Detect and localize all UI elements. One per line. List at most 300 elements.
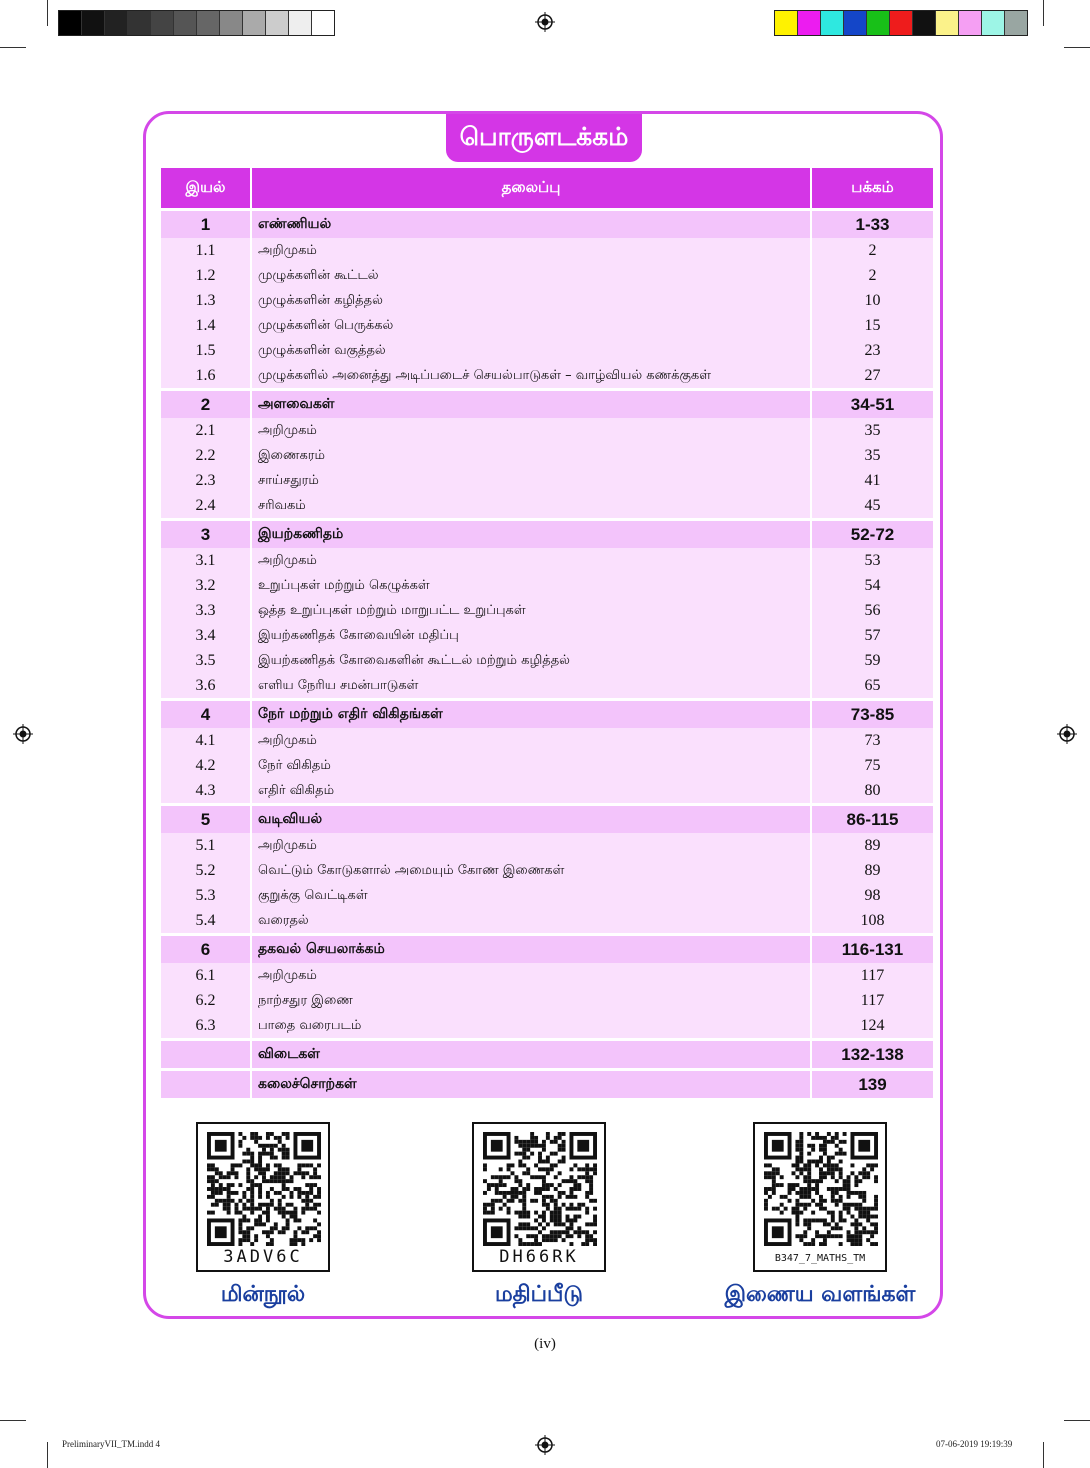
- qr-module: [522, 1144, 526, 1148]
- qr-module: [522, 1163, 526, 1167]
- qr-module: [815, 1183, 819, 1187]
- qr-module: [487, 1203, 491, 1207]
- qr-module: [270, 1132, 274, 1136]
- qr-module: [573, 1183, 577, 1187]
- qr-module: [803, 1203, 807, 1207]
- qr-module: [301, 1238, 305, 1242]
- qr-module: [780, 1211, 784, 1215]
- qr-module: [293, 1187, 297, 1191]
- appendix-row[interactable]: [161, 1040, 933, 1070]
- qr-module: [258, 1156, 262, 1160]
- section-row[interactable]: [161, 1013, 933, 1040]
- qr-module: [530, 1140, 534, 1144]
- qr-module: [293, 1207, 297, 1211]
- qr-module: [585, 1191, 589, 1195]
- section-row[interactable]: [161, 753, 933, 778]
- section-row[interactable]: [161, 833, 933, 858]
- qr-module: [266, 1234, 270, 1238]
- qr-module: [799, 1211, 803, 1215]
- section-row[interactable]: [161, 548, 933, 573]
- qr-module: [538, 1215, 542, 1219]
- qr-module: [215, 1140, 227, 1152]
- chapter-number: 5: [161, 805, 251, 834]
- qr-module: [768, 1171, 772, 1175]
- qr-module: [858, 1238, 862, 1242]
- section-row[interactable]: [161, 363, 933, 390]
- qr-module: [839, 1152, 843, 1156]
- qr-module: [511, 1171, 515, 1175]
- qr-module: [827, 1167, 831, 1171]
- qr-module: [874, 1242, 878, 1246]
- qr-module: [874, 1199, 878, 1203]
- qr-module: [282, 1230, 286, 1234]
- qr-module: [585, 1167, 589, 1171]
- qr-module: [819, 1203, 823, 1207]
- qr-module: [811, 1136, 815, 1140]
- section-title: சாய்சதுரம்: [251, 468, 811, 493]
- qr-module: [293, 1230, 297, 1234]
- qr-module: [483, 1167, 487, 1171]
- qr-module: [317, 1238, 321, 1242]
- section-row[interactable]: [161, 598, 933, 623]
- qr-module: [282, 1179, 286, 1183]
- qr-module: [254, 1136, 258, 1140]
- qr-module: [246, 1234, 250, 1238]
- qr-module: [589, 1238, 593, 1242]
- section-page: 117: [811, 988, 933, 1013]
- qr-module: [558, 1171, 562, 1175]
- qr-module: [278, 1175, 282, 1179]
- section-number: 3.1: [161, 548, 251, 573]
- qr-module: [795, 1222, 799, 1226]
- qr-module: [258, 1215, 262, 1219]
- slug-date: 07-06-2019 19:19:39: [936, 1439, 1013, 1449]
- qr-module: [250, 1179, 254, 1183]
- section-number: 1.5: [161, 338, 251, 363]
- crop-mark: [1064, 47, 1090, 48]
- section-row[interactable]: [161, 313, 933, 338]
- section-row[interactable]: [161, 858, 933, 883]
- section-row[interactable]: [161, 418, 933, 443]
- chapter-row[interactable]: [161, 210, 933, 239]
- qr-module: [546, 1132, 550, 1136]
- qr-module: [250, 1163, 254, 1167]
- qr-module: [874, 1222, 878, 1226]
- section-title: அறிமுகம்: [251, 238, 811, 263]
- qr-module: [835, 1167, 839, 1171]
- section-row[interactable]: [161, 443, 933, 468]
- qr-module: [554, 1140, 558, 1144]
- qr-module: [542, 1218, 546, 1222]
- qr-module: [309, 1187, 313, 1191]
- qr-module: [538, 1187, 542, 1191]
- qr-module: [278, 1167, 282, 1171]
- qr-web-resources[interactable]: [690, 1122, 950, 1310]
- qr-module: [258, 1191, 262, 1195]
- qr-module: [847, 1211, 851, 1215]
- qr-module: [282, 1148, 286, 1152]
- qr-module: [546, 1222, 550, 1226]
- qr-module: [227, 1183, 231, 1187]
- qr-module: [290, 1175, 294, 1179]
- qr-module: [795, 1215, 799, 1219]
- section-page: 56: [811, 598, 933, 623]
- qr-module: [870, 1222, 874, 1226]
- qr-module: [827, 1140, 831, 1144]
- qr-module: [514, 1152, 518, 1156]
- qr-module: [522, 1215, 526, 1219]
- qr-module: [231, 1183, 235, 1187]
- qr-module: [799, 1171, 803, 1175]
- appendix-number: [161, 1040, 251, 1070]
- qr-module: [850, 1171, 854, 1175]
- qr-code-box[interactable]: [472, 1122, 606, 1272]
- section-title: முழுக்களில் அனைத்து அடிப்படைச் செயல்பாடுகள் – வாழ்வியல் கணக்குகள்: [251, 363, 811, 390]
- qr-module: [258, 1152, 262, 1156]
- qr-module: [274, 1175, 278, 1179]
- qr-module: [250, 1203, 254, 1207]
- qr-module: [491, 1183, 495, 1187]
- qr-module: [278, 1199, 282, 1203]
- qr-module: [577, 1207, 581, 1211]
- qr-module: [518, 1211, 522, 1215]
- qr-module: [246, 1199, 250, 1203]
- qr-module: [780, 1175, 784, 1179]
- qr-module: [862, 1211, 866, 1215]
- qr-module: [282, 1226, 286, 1230]
- table-header-row: [161, 168, 933, 210]
- qr-module: [803, 1167, 807, 1171]
- chapter-row[interactable]: [161, 935, 933, 964]
- section-page: 98: [811, 883, 933, 908]
- qr-module: [518, 1199, 522, 1203]
- qr-module: [286, 1203, 290, 1207]
- qr-module: [317, 1195, 321, 1199]
- qr-module: [795, 1203, 799, 1207]
- chapter-row[interactable]: [161, 805, 933, 834]
- qr-module: [835, 1199, 839, 1203]
- qr-code-box[interactable]: [196, 1122, 330, 1272]
- qr-module: [270, 1148, 274, 1152]
- qr-module: [254, 1234, 258, 1238]
- qr-module: [839, 1218, 843, 1222]
- appendix-row[interactable]: [161, 1070, 933, 1099]
- qr-module: [293, 1218, 297, 1222]
- qr-module: [811, 1148, 815, 1152]
- qr-module: [235, 1211, 239, 1215]
- qr-module: [278, 1140, 282, 1144]
- section-title: முழுக்களின் கூட்டல்: [251, 263, 811, 288]
- qr-module: [242, 1195, 246, 1199]
- qr-module: [282, 1156, 286, 1160]
- qr-module: [854, 1238, 858, 1242]
- qr-module: [282, 1152, 286, 1156]
- qr-module: [823, 1222, 827, 1226]
- qr-module: [835, 1226, 839, 1230]
- section-number: 3.5: [161, 648, 251, 673]
- qr-module: [831, 1187, 835, 1191]
- qr-code-label: 3ADV6C: [223, 1247, 303, 1267]
- qr-module: [522, 1222, 526, 1226]
- qr-module: [768, 1195, 772, 1199]
- qr-module: [795, 1140, 799, 1144]
- qr-module: [835, 1132, 839, 1136]
- qr-module: [297, 1187, 301, 1191]
- qr-module: [874, 1215, 878, 1219]
- qr-module: [309, 1163, 313, 1167]
- section-page: 54: [811, 573, 933, 598]
- qr-module: [238, 1211, 242, 1215]
- qr-module: [768, 1163, 772, 1167]
- qr-module: [518, 1152, 522, 1156]
- qr-module: [593, 1207, 597, 1211]
- qr-module: [301, 1199, 305, 1203]
- qr-module: [518, 1144, 522, 1148]
- qr-module: [546, 1195, 550, 1199]
- qr-module: [538, 1156, 542, 1160]
- qr-module: [554, 1215, 558, 1219]
- qr-module: [227, 1171, 231, 1175]
- section-row[interactable]: [161, 648, 933, 673]
- qr-module: [290, 1238, 294, 1242]
- qr-module: [562, 1238, 566, 1242]
- qr-module: [526, 1167, 530, 1171]
- section-row[interactable]: [161, 493, 933, 520]
- qr-module: [238, 1230, 242, 1234]
- qr-module: [589, 1199, 593, 1203]
- qr-module: [538, 1152, 542, 1156]
- qr-module: [250, 1132, 254, 1136]
- section-row[interactable]: [161, 623, 933, 648]
- qr-module: [577, 1234, 581, 1238]
- qr-module: [534, 1226, 538, 1230]
- qr-module: [815, 1218, 819, 1222]
- qr-module: [799, 1144, 803, 1148]
- qr-module: [219, 1183, 223, 1187]
- qr-module: [266, 1207, 270, 1211]
- qr-module: [530, 1226, 534, 1230]
- qr-module: [839, 1234, 843, 1238]
- qr-module: [499, 1199, 503, 1203]
- qr-module: [297, 1226, 301, 1230]
- appendix-title: விடைகள்: [251, 1040, 811, 1070]
- chapter-row[interactable]: [161, 390, 933, 419]
- qr-module: [266, 1242, 270, 1246]
- qr-ebook[interactable]: [150, 1122, 376, 1310]
- qr-module: [266, 1215, 270, 1219]
- qr-module: [235, 1175, 239, 1179]
- qr-module: [550, 1195, 554, 1199]
- qr-module: [511, 1163, 515, 1167]
- qr-module: [554, 1136, 558, 1140]
- qr-module: [215, 1191, 219, 1195]
- qr-code-box[interactable]: [753, 1122, 887, 1272]
- qr-module: [507, 1191, 511, 1195]
- section-number: 5.3: [161, 883, 251, 908]
- section-page: 73: [811, 728, 933, 753]
- qr-module: [258, 1187, 262, 1191]
- qr-module: [266, 1163, 270, 1167]
- qr-module: [795, 1218, 799, 1222]
- qr-module: [807, 1171, 811, 1175]
- qr-module: [258, 1144, 262, 1148]
- qr-module: [542, 1183, 546, 1187]
- qr-module: [526, 1234, 530, 1238]
- qr-module: [843, 1140, 847, 1144]
- section-row[interactable]: [161, 908, 933, 935]
- qr-module: [854, 1226, 858, 1230]
- qr-module: [282, 1183, 286, 1187]
- qr-module: [823, 1175, 827, 1179]
- section-row[interactable]: [161, 573, 933, 598]
- qr-module: [313, 1226, 317, 1230]
- qr-module: [566, 1230, 570, 1234]
- qr-module: [507, 1167, 511, 1171]
- qr-module: [577, 1230, 581, 1234]
- section-row[interactable]: [161, 468, 933, 493]
- qr-module: [589, 1167, 593, 1171]
- qr-module: [799, 1156, 803, 1160]
- qr-module: [585, 1234, 589, 1238]
- qr-module: [246, 1148, 250, 1152]
- qr-module: [231, 1167, 235, 1171]
- qr-assessment[interactable]: [426, 1122, 652, 1310]
- qr-module: [250, 1160, 254, 1164]
- qr-module: [242, 1234, 246, 1238]
- qr-module: [839, 1226, 843, 1230]
- section-number: 4.1: [161, 728, 251, 753]
- qr-module: [246, 1238, 250, 1242]
- qr-module: [558, 1148, 562, 1152]
- qr-module: [803, 1163, 807, 1167]
- section-row[interactable]: [161, 883, 933, 908]
- qr-module: [827, 1230, 831, 1234]
- qr-module: [850, 1222, 854, 1226]
- qr-module: [831, 1226, 835, 1230]
- qr-module: [309, 1207, 313, 1211]
- chapter-title: நேர் மற்றும் எதிர் விகிதங்கள்: [251, 700, 811, 729]
- section-row[interactable]: [161, 288, 933, 313]
- qr-module: [278, 1171, 282, 1175]
- section-page: 23: [811, 338, 933, 363]
- qr-module: [538, 1242, 542, 1246]
- qr-module: [282, 1211, 286, 1215]
- qr-module: [858, 1234, 862, 1238]
- qr-module: [286, 1222, 290, 1226]
- qr-module: [530, 1152, 534, 1156]
- qr-module: [807, 1218, 811, 1222]
- qr-module: [795, 1183, 799, 1187]
- qr-module: [238, 1140, 242, 1144]
- qr-module: [831, 1140, 835, 1144]
- qr-module: [313, 1167, 317, 1171]
- qr-module: [831, 1175, 835, 1179]
- qr-module: [550, 1183, 554, 1187]
- qr-module: [795, 1234, 799, 1238]
- qr-module: [250, 1187, 254, 1191]
- qr-module: [803, 1195, 807, 1199]
- qr-module: [815, 1234, 819, 1238]
- chapter-title: வடிவியல்: [251, 805, 811, 834]
- qr-module: [554, 1238, 558, 1242]
- qr-module: [589, 1222, 593, 1226]
- section-title: எதிர் விகிதம்: [251, 778, 811, 805]
- qr-module: [823, 1136, 827, 1140]
- section-row[interactable]: [161, 988, 933, 1013]
- qr-module: [317, 1203, 321, 1207]
- qr-module: [803, 1234, 807, 1238]
- qr-module: [270, 1230, 274, 1234]
- crop-mark: [1064, 1420, 1090, 1421]
- qr-module: [764, 1191, 768, 1195]
- qr-module: [499, 1179, 503, 1183]
- qr-module: [558, 1218, 562, 1222]
- qr-module: [305, 1183, 309, 1187]
- qr-module: [262, 1171, 266, 1175]
- qr-module: [815, 1163, 819, 1167]
- section-page: 53: [811, 548, 933, 573]
- section-row[interactable]: [161, 263, 933, 288]
- qr-module: [811, 1242, 815, 1246]
- qr-module: [207, 1211, 211, 1215]
- section-row[interactable]: [161, 778, 933, 805]
- section-number: 6.3: [161, 1013, 251, 1040]
- chapter-number: 1: [161, 210, 251, 239]
- section-row[interactable]: [161, 338, 933, 363]
- qr-module: [764, 1171, 768, 1175]
- qr-module: [242, 1207, 246, 1211]
- qr-module: [811, 1187, 815, 1191]
- qr-module: [254, 1207, 258, 1211]
- qr-module: [266, 1203, 270, 1207]
- qr-module: [246, 1218, 250, 1222]
- section-page: 10: [811, 288, 933, 313]
- qr-module: [538, 1160, 542, 1164]
- qr-module: [835, 1152, 839, 1156]
- qr-module: [282, 1167, 286, 1171]
- section-row[interactable]: [161, 963, 933, 988]
- qr-module: [847, 1234, 851, 1238]
- qr-module: [278, 1203, 282, 1207]
- qr-module: [546, 1136, 550, 1140]
- qr-module: [211, 1191, 215, 1195]
- qr-module: [542, 1199, 546, 1203]
- qr-module: [550, 1238, 554, 1242]
- qr-module: [483, 1163, 487, 1167]
- qr-module: [522, 1156, 526, 1160]
- qr-module: [807, 1222, 811, 1226]
- section-row[interactable]: [161, 673, 933, 700]
- qr-code-icon: [207, 1132, 321, 1246]
- qr-module: [573, 1179, 577, 1183]
- qr-module: [823, 1144, 827, 1148]
- qr-module: [803, 1218, 807, 1222]
- chapter-row[interactable]: [161, 700, 933, 729]
- qr-module: [546, 1156, 550, 1160]
- qr-module: [297, 1163, 301, 1167]
- qr-module: [495, 1191, 499, 1195]
- chapter-row[interactable]: [161, 520, 933, 549]
- qr-module: [854, 1191, 858, 1195]
- section-row[interactable]: [161, 238, 933, 263]
- qr-module: [514, 1195, 518, 1199]
- section-page: 27: [811, 363, 933, 390]
- qr-module: [542, 1238, 546, 1242]
- qr-module: [562, 1191, 566, 1195]
- qr-module: [242, 1191, 246, 1195]
- section-row[interactable]: [161, 728, 933, 753]
- qr-module: [278, 1148, 282, 1152]
